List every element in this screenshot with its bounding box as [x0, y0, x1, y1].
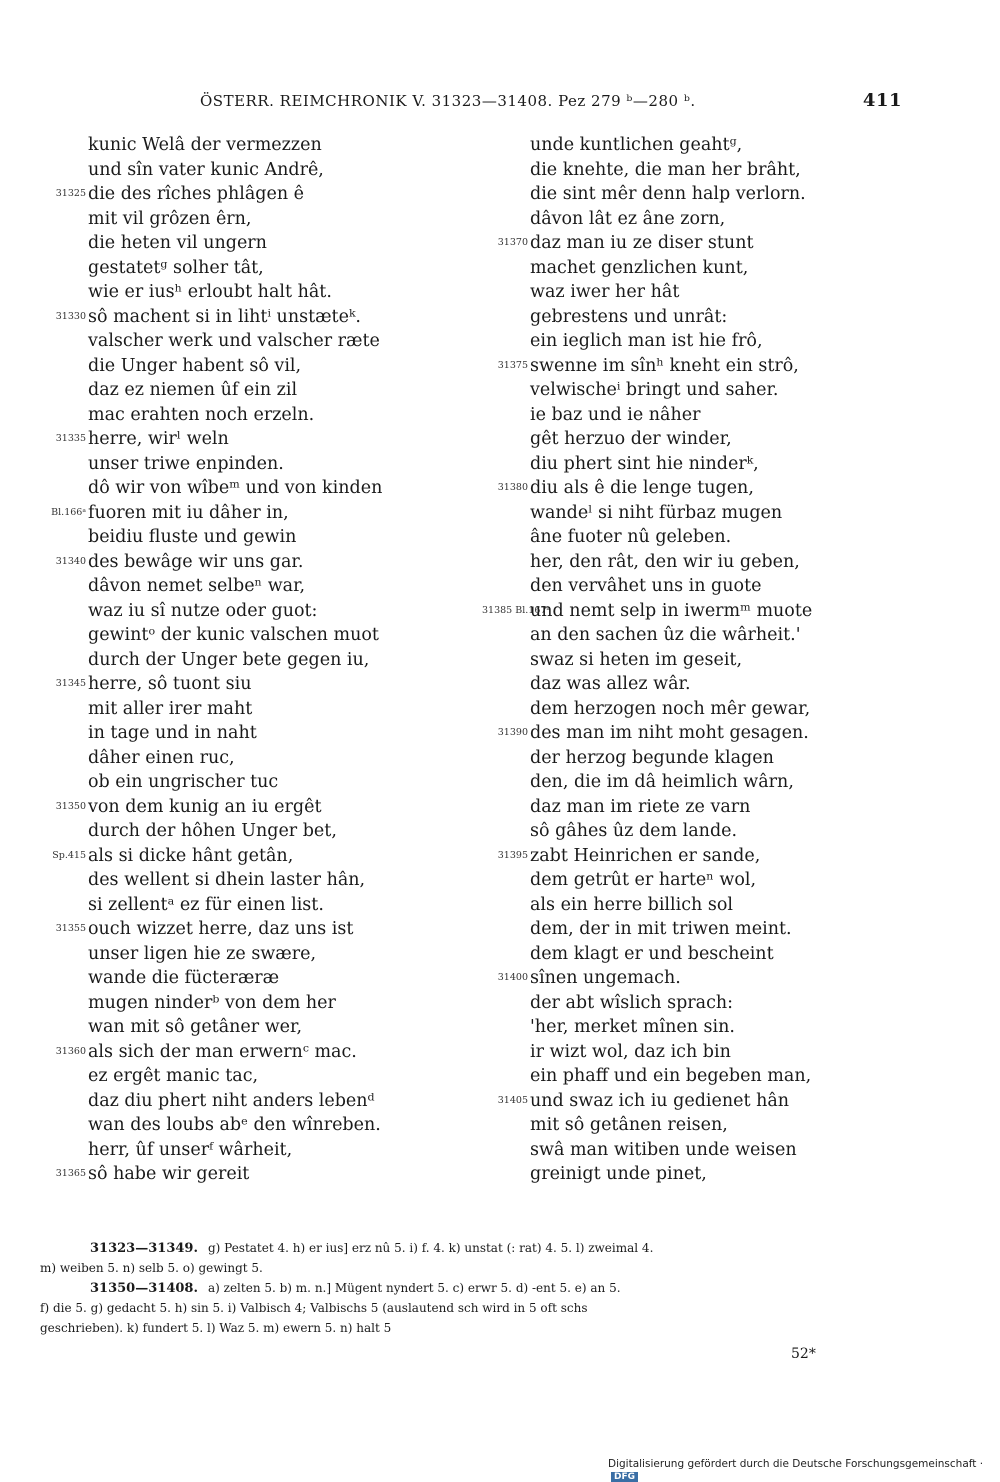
verse-line — [40, 721, 460, 746]
line-number: 31335 — [55, 433, 86, 444]
verse-text: waz iwer her hât — [530, 282, 680, 302]
verse-line — [40, 819, 460, 844]
verse-line — [40, 158, 460, 183]
verse-line — [40, 280, 460, 305]
verse-text: der abt wîslich sprach: — [530, 992, 734, 1013]
verse-text: wande die fücteræræ — [88, 968, 280, 988]
verse-line — [482, 991, 902, 1016]
verse-text: von dem kunig an iu ergêt — [88, 796, 322, 817]
footnote-text: f) die 5. g) gedacht 5. h) sin 5. i) Valbisch 4; Valbischs 5 (auslautend sch wird in 5 oft schs — [40, 1301, 588, 1315]
verse-text: si zellentᵃ ez für einen list. — [88, 894, 324, 915]
verse-line — [482, 525, 902, 550]
verse-text: fuoren mit iu dâher in, — [88, 502, 289, 523]
page-number: 411 — [862, 90, 902, 111]
line-number: 31390 — [497, 727, 528, 738]
verse-line — [482, 672, 902, 697]
verse-line — [40, 1113, 460, 1138]
verse-line — [40, 207, 460, 232]
verse-line — [40, 354, 460, 379]
verse-line — [40, 256, 460, 281]
verse-text: gebrestens und unrât: — [530, 306, 728, 327]
line-number: 31365 — [55, 1168, 86, 1179]
verse-text: wan mit sô getâner wer, — [88, 1017, 303, 1037]
verse-text: die Unger habent sô vil, — [88, 355, 302, 376]
verse-line — [482, 1138, 902, 1163]
verse-line — [40, 329, 460, 354]
verse-text: wie er iusʰ erloubt halt hât. — [88, 282, 332, 302]
verse-text: daz man im riete ze varn — [530, 796, 751, 817]
verse-line — [40, 868, 460, 893]
footnote-line — [40, 1258, 900, 1278]
verse-line — [40, 427, 460, 452]
verse-text: unser triwe enpinden. — [88, 453, 284, 474]
verse-text: valscher werk und valscher ræte — [88, 331, 380, 351]
verse-line — [40, 501, 460, 526]
verse-text: durch der Unger bete gegen iu, — [88, 649, 370, 670]
verse-line — [40, 1064, 460, 1089]
verse-text: daz was allez wâr. — [530, 674, 691, 694]
verse-text: ouch wizzet herre, daz uns ist — [88, 919, 354, 939]
line-number: 31400 — [497, 972, 528, 983]
left-text-column — [40, 133, 460, 1187]
verse-text: daz diu phert niht anders lebenᵈ — [88, 1090, 375, 1111]
line-number: 31395 — [497, 849, 528, 861]
verse-line — [482, 697, 902, 722]
verse-text: wan des loubs abᵉ den wînreben. — [88, 1115, 381, 1135]
verse-line — [40, 231, 460, 256]
verse-text: unde kuntlichen geahtᵍ, — [530, 135, 743, 155]
verse-line — [40, 623, 460, 648]
verse-text: dem herzogen noch mêr gewar, — [530, 698, 811, 719]
verse-text: dem, der in mit triwen meint. — [530, 919, 792, 939]
verse-text: dâher einen ruc, — [88, 747, 235, 768]
footnote-text: a) zelten 5. b) m. n.] Mügent nyndert 5. c) erwr 5. d) -ent 5. e) an 5. — [207, 1281, 621, 1295]
verse-line — [40, 966, 460, 991]
verse-text: beidiu fluste und gewin — [88, 527, 297, 547]
footnote-line — [40, 1278, 900, 1298]
footer-text: Digitalisierung gefördert durch die Deutsche Forschungsgemeinschaft · — [608, 1458, 984, 1470]
verse-line — [482, 403, 902, 428]
verse-line — [482, 795, 902, 820]
verse-line — [482, 648, 902, 673]
right-text-column — [482, 133, 902, 1187]
line-number: 31380 — [497, 482, 528, 493]
verse-text: ob ein ungrischer tuc — [88, 772, 279, 792]
verse-line — [482, 893, 902, 918]
verse-text: sînen ungemach. — [530, 968, 681, 988]
verse-line — [482, 158, 902, 183]
verse-text: dem getrût er harteⁿ wol, — [530, 870, 757, 890]
verse-line — [40, 917, 460, 942]
verse-line — [40, 378, 460, 403]
verse-text: swenne im sînʰ kneht ein strô, — [530, 355, 799, 376]
verse-text: dem klagt er und bescheint — [530, 943, 774, 964]
verse-line — [482, 599, 902, 624]
line-number: 31350 — [55, 800, 86, 812]
verse-line — [482, 819, 902, 844]
verse-line — [482, 256, 902, 281]
verse-line — [40, 1089, 460, 1114]
verse-text: greinigt unde pinet, — [530, 1164, 707, 1184]
verse-text: diu als ê die lenge tugen, — [530, 478, 754, 498]
verse-text: unser ligen hie ze swære, — [88, 943, 317, 964]
verse-text: 'her, merket mînen sin. — [530, 1017, 735, 1037]
sheet-signature: 52* — [791, 1346, 816, 1362]
verse-text: sô habe wir gereit — [88, 1164, 250, 1184]
verse-text: die des rîches phlâgen ê — [88, 184, 305, 204]
verse-line — [482, 770, 902, 795]
footnote-line — [40, 1318, 900, 1338]
verse-text: ez ergêt manic tac, — [88, 1066, 259, 1086]
verse-line — [482, 305, 902, 330]
verse-text: âne fuoter nû geleben. — [530, 527, 732, 547]
verse-line — [40, 893, 460, 918]
verse-line — [40, 672, 460, 697]
verse-line — [482, 476, 902, 501]
line-number: 31375 — [497, 359, 528, 371]
verse-line — [482, 452, 902, 477]
verse-text: und swaz ich iu gedienet hân — [530, 1090, 790, 1111]
verse-line — [482, 354, 902, 379]
verse-line — [482, 133, 902, 158]
verse-line — [482, 574, 902, 599]
dfg-logo: DFG — [611, 1472, 638, 1482]
verse-text: als sich der man erwernᶜ mac. — [88, 1041, 357, 1062]
verse-text: herr, ûf unserᶠ wârheit, — [88, 1139, 293, 1160]
verse-line — [40, 452, 460, 477]
verse-text: die knehte, die man her brâht, — [530, 159, 801, 180]
verse-text: als si dicke hânt getân, — [88, 845, 294, 866]
verse-line — [40, 1138, 460, 1163]
verse-line — [482, 550, 902, 575]
verse-text: daz man iu ze diser stunt — [530, 233, 754, 253]
verse-line — [482, 231, 902, 256]
verse-line — [482, 942, 902, 967]
verse-text: die heten vil ungern — [88, 233, 267, 253]
verse-text: dô wir von wîbeᵐ und von kinden — [88, 478, 383, 498]
verse-text: die sint mêr denn halp verlorn. — [530, 184, 806, 204]
verse-text: des bewâge wir uns gar. — [88, 551, 304, 572]
verse-line — [40, 770, 460, 795]
line-number: Bl.166ᵃ — [51, 506, 86, 518]
verse-text: diu phert sint hie ninderᵏ, — [530, 453, 759, 474]
verse-line — [482, 182, 902, 207]
verse-text: herre, sô tuont siu — [88, 674, 252, 694]
verse-text: des wellent si dhein laster hân, — [88, 870, 366, 890]
footnote-text: g) Pestatet 4. h) er ius] erz nû 5. i) f. 4. k) unstat (: rat) 4. 5. l) zweimal 4. — [207, 1241, 654, 1255]
footnote-line — [40, 1238, 900, 1258]
footnote-line — [40, 1298, 900, 1318]
verse-text: swâ man witiben unde weisen — [530, 1139, 797, 1160]
line-number: 31340 — [55, 555, 86, 567]
verse-line — [40, 403, 460, 428]
verse-line — [482, 378, 902, 403]
verse-line — [40, 1015, 460, 1040]
line-number: Sp.415 — [52, 849, 86, 861]
verse-line — [482, 427, 902, 452]
verse-text: mit aller irer maht — [88, 698, 253, 719]
verse-line — [40, 697, 460, 722]
verse-line — [482, 623, 902, 648]
verse-line — [40, 525, 460, 550]
verse-line — [482, 1089, 902, 1114]
verse-text: und sîn vater kunic Andrê, — [88, 159, 324, 180]
verse-line — [40, 1040, 460, 1065]
verse-text: waz iu sî nutze oder guot: — [88, 600, 318, 621]
verse-text: den, die im dâ heimlich wârn, — [530, 772, 794, 792]
verse-text: sô gâhes ûz dem lande. — [530, 821, 738, 841]
verse-text: swaz si heten im geseit, — [530, 649, 743, 670]
verse-text: zabt Heinrichen er sande, — [530, 845, 761, 866]
verse-line — [482, 917, 902, 942]
verse-line — [482, 329, 902, 354]
verse-line — [40, 182, 460, 207]
verse-text: dâvon lât ez âne zorn, — [530, 208, 726, 229]
verse-line — [482, 280, 902, 305]
running-title: ÖSTERR. REIMCHRONIK V. 31323—31408. Pez 279 ᵇ—280 ᵇ. — [200, 92, 696, 110]
verse-line — [482, 1162, 902, 1187]
verse-line — [482, 501, 902, 526]
running-header — [190, 90, 902, 114]
verse-text: mac erahten noch erzeln. — [88, 404, 315, 425]
verse-line — [40, 476, 460, 501]
line-number: 31370 — [497, 237, 528, 248]
verse-text: mit sô getânen reisen, — [530, 1115, 728, 1135]
verse-text: daz ez niemen ûf ein zil — [88, 380, 298, 400]
verse-line — [40, 746, 460, 771]
verse-line — [40, 574, 460, 599]
verse-text: durch der hôhen Unger bet, — [88, 821, 337, 841]
verse-text: und nemt selp in iwermᵐ muote — [530, 600, 813, 621]
verse-line — [482, 868, 902, 893]
footnote-text: m) weiben 5. n) selb 5. o) gewingt 5. — [40, 1261, 263, 1275]
verse-text: der herzog begunde klagen — [530, 747, 774, 768]
footnotes — [40, 1238, 900, 1338]
verse-line — [40, 550, 460, 575]
verse-line — [40, 1162, 460, 1187]
verse-text: des man im niht moht gesagen. — [530, 723, 809, 743]
verse-text: kunic Welâ der vermezzen — [88, 135, 322, 155]
verse-text: als ein herre billich sol — [530, 894, 733, 915]
verse-line — [40, 844, 460, 869]
verse-line — [482, 1040, 902, 1065]
verse-line — [40, 133, 460, 158]
line-number: 31325 — [55, 188, 86, 199]
dfg-footer — [608, 1458, 1000, 1482]
verse-text: mugen ninderᵇ von dem her — [88, 992, 336, 1013]
verse-text: velwischeⁱ bringt und saher. — [530, 380, 779, 400]
verse-line — [482, 721, 902, 746]
verse-text: an den sachen ûz die wârheit.' — [530, 625, 801, 645]
footnote-range: 31323—31349. — [90, 1241, 198, 1256]
verse-text: sô machent si in lihtⁱ unstæteᵏ. — [88, 306, 361, 327]
verse-line — [40, 795, 460, 820]
line-number: 31345 — [55, 678, 86, 689]
verse-text: ir wizt wol, daz ich bin — [530, 1041, 731, 1062]
line-number: 31360 — [55, 1045, 86, 1057]
verse-text: dâvon nemet selbeⁿ war, — [88, 576, 306, 596]
line-number: 31405 — [497, 1094, 528, 1106]
verse-text: machet genzlichen kunt, — [530, 257, 749, 278]
verse-line — [482, 966, 902, 991]
verse-line — [482, 1064, 902, 1089]
verse-text: gestatetᵍ solher tât, — [88, 257, 264, 278]
verse-text: den vervâhet uns in guote — [530, 576, 762, 596]
verse-text: herre, wirˡ weln — [88, 429, 229, 449]
verse-text: her, den rât, den wir iu geben, — [530, 551, 800, 572]
verse-text: wandeˡ si niht fürbaz mugen — [530, 502, 783, 523]
verse-text: in tage und in naht — [88, 723, 257, 743]
verse-line — [482, 207, 902, 232]
verse-text: gêt herzuo der winder, — [530, 429, 732, 449]
footnote-text: geschrieben). k) fundert 5. l) Waz 5. m) ewern 5. n) halt 5 — [40, 1321, 392, 1335]
verse-line — [482, 844, 902, 869]
verse-line — [482, 1113, 902, 1138]
verse-line — [40, 305, 460, 330]
line-number: 31385 Bl.167ᵃ — [482, 604, 551, 616]
verse-text: ein phaff und ein begeben man, — [530, 1066, 812, 1086]
line-number: 31355 — [55, 923, 86, 934]
verse-line — [40, 942, 460, 967]
verse-line — [40, 648, 460, 673]
footnote-range: 31350—31408. — [90, 1281, 198, 1296]
verse-line — [40, 991, 460, 1016]
verse-line — [40, 599, 460, 624]
verse-text: mit vil grôzen êrn, — [88, 208, 252, 229]
verse-text: ie baz und ie nâher — [530, 404, 701, 425]
verse-text: gewintᵒ der kunic valschen muot — [88, 625, 379, 645]
verse-line — [482, 746, 902, 771]
verse-line — [482, 1015, 902, 1040]
line-number: 31330 — [55, 310, 86, 322]
verse-text: ein ieglich man ist hie frô, — [530, 331, 763, 351]
